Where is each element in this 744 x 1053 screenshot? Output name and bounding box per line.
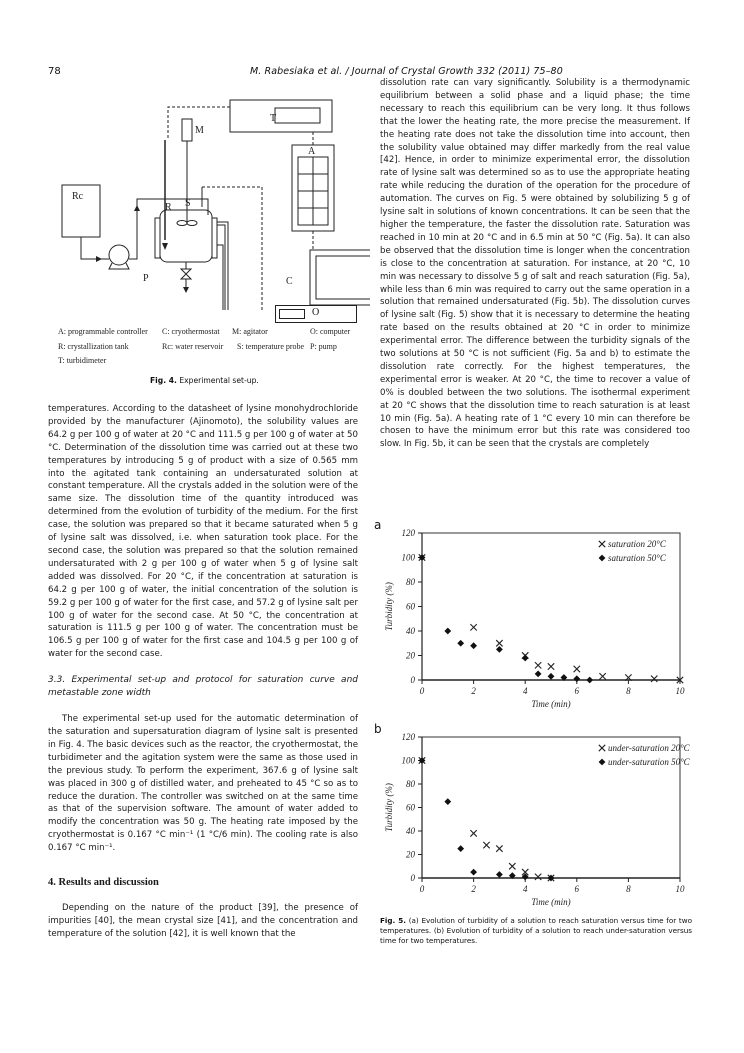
point-series-20c (470, 830, 476, 836)
turbidimeter-box (230, 100, 332, 132)
point-series-20c (470, 624, 476, 630)
agitator-box (182, 119, 192, 141)
x-axis-label: Time (min) (531, 699, 571, 709)
fig4-legend-row3: T: turbidimeter (58, 356, 107, 365)
legend-marker (599, 555, 606, 562)
label-c: C (286, 276, 293, 287)
y-axis-label: Turbidity (%) (384, 582, 394, 631)
point-series-50c (470, 642, 477, 649)
left-column (48, 403, 358, 941)
label-m: M (195, 125, 204, 136)
legend-label: saturation 50°C (608, 553, 666, 563)
point-series-20c (496, 640, 502, 646)
x-tick-label: 4 (522, 686, 528, 696)
reactor-vessel (160, 210, 212, 262)
legend-label: under-saturation 50°C (608, 757, 690, 767)
panel-letter: b (374, 722, 382, 736)
label-rc: Rc (72, 191, 84, 202)
right-para-1: dissolution rate can vary significantly. Solubility is a thermodynamic equilibrium between a solid phase and a liquid phase; the time necessary to reach this equilibrium can be very long. It thus follows that the lower the heating rate, the more precise the measurement. If the heating rate does not take the dissolution time into account, then the solubility value obtained may differ markedly from the real value [42]. Hence, in order to minimize experimental error, the dissolution rate of lysine salt was determined so as to use the appropriate heating rate while reducing the duration of the operation for the procedure of automation. The curves on Fig. 5 were obtained by solubilizing 5 g of lysine salt in solutions of known concentrations. It can be seen that the higher the temperature, the faster the dissolution rate. Saturation was reached in 10 min at 20 °C and in 6.5 min at 50 °C (Fig. 5a). It can also be observed that the dissolution time is longer when the concentration is close to the concentration at saturation. For instance, at 20 °C, 10 min was necessary to dissolve 5 g of salt and reach saturation (Fig. 5a), while less than 6 min was required to carry out the same operation in a solution that remained undersaturated (Fig. 5b). The dissolution curves of lysine salt (Fig. 5) show that it is necessary to determine the heating rate based on the results obtained at 20 °C in order to minimize experimental error. The difference between the turbidity signals of the two solutions at 50 °C is not sufficient (Fig. 5a and b) to estimate the dissolution rate correctly. For the highest temperatures, the experimental error is weaker. At 20 °C, the time to recover a value of 0% is doubled between the two solutions. The isothermal experiment at 20 °C shows that the dissolution time to reach saturation is at least 10 min (Fig. 5a). A heating rate of 1 °C every 10 min can therefore be chosen to have the minimum error but this rate was considered too slow. In Fig. 5b, it can be seen that the crystals are completely (380, 78, 690, 450)
computer-monitor (310, 250, 370, 305)
point-series-50c (573, 675, 580, 682)
section-3-3-heading: 3.3. Experimental set-up and protocol for saturation curve and metastable zone width (48, 675, 358, 699)
y-tick-label: 60 (406, 601, 415, 612)
running-head: M. Rabesiaka et al. / Journal of Crystal Growth 332 (2011) 75–80 (250, 66, 563, 77)
fig4-legend-row1: A: programmable controller C: cryothermostat M: agitator O: computer (58, 327, 351, 336)
point-series-20c (651, 676, 657, 682)
point-series-50c (444, 798, 451, 805)
left-para-3: Depending on the nature of the product [39], the presence of impurities [40], the mean crystal size [41], and the concentration and temperature of the solution [42], it is well known that the (48, 903, 358, 939)
x-tick-label: 2 (471, 884, 476, 894)
chart-b (370, 718, 700, 913)
figure4-diagram (40, 85, 370, 310)
panel-letter: a (374, 518, 382, 532)
y-tick-label: 80 (406, 779, 415, 789)
x-tick-label: 10 (675, 686, 685, 696)
label-p: P (143, 273, 149, 284)
fig5-caption: Fig. 5. (a) Evolution of turbidity of a solution to reach saturation versus time for two temperatures. (b) Evolution of turbidity of a solution to reach under-saturation versus time for two temperatures. (380, 916, 693, 945)
x-tick-label: 6 (574, 686, 580, 696)
label-s: S (185, 198, 191, 209)
turbidimeter-display (275, 108, 320, 123)
right-column (380, 77, 690, 451)
point-series-20c (535, 874, 541, 880)
x-tick-label: 0 (419, 884, 425, 894)
x-tick-label: 6 (574, 884, 580, 894)
x-tick-label: 4 (522, 884, 528, 894)
point-series-50c (522, 655, 529, 662)
y-tick-label: 120 (401, 732, 415, 742)
section-4-heading: 4. Results and discussion (48, 877, 159, 889)
point-series-50c (470, 869, 477, 876)
label-t: T (270, 113, 277, 124)
point-series-20c (548, 663, 554, 669)
y-tick-label: 0 (410, 675, 415, 685)
chart-a (370, 515, 700, 715)
point-series-50c (444, 628, 451, 635)
legend-marker (599, 759, 606, 766)
y-tick-label: 80 (406, 577, 415, 587)
y-tick-label: 20 (406, 650, 415, 661)
legend-label: saturation 20°C (608, 539, 666, 549)
computer-drive (279, 309, 305, 319)
y-tick-label: 120 (401, 528, 415, 538)
point-series-20c (535, 662, 541, 668)
left-para-1: temperatures. According to the datasheet of lysine monohydrochloride provided by the manufacturer (Ajinomoto), the solubility values are 64.2 g per 100 g of water at 20 °C and 111.5 g per 100 g of water at 50 °C. Determination of the dissolution time was carried out at these two temperatures by introducing 5 g of product with a size of 0.565 mm into the agitated tank containing an undersaturated solution at constant temperature. All the crystals added in the solution were of the same size. The dissolution time of the quantity introduced was determined from the evolution of turbidity of the medium. For the first case, the solution was prepared so that it became saturated when 5 g of lysine salt was dissolved, i.e. when saturation took place. For the second case, the solution was prepared so that the solution remained undersaturated with 2 g per 100 g of water when 5 g of lysine salt added was dissolved. For 20 °C, if the concentration at saturation is 64.2 g per 100 g of water, the initial concentration of the solution is 59.2 g per 100 g of water for the first case, and 57.2 g of lysine salt per 100 g of water for the second case. At 50 °C, the concentration at saturation is 111.5 g per 100 g of water. The concentration must be 106.5 g per 100 g of water for the first case and 104.5 g per 100 g of water for the second case. (48, 404, 358, 660)
x-tick-label: 8 (626, 884, 631, 894)
point-series-20c (574, 666, 580, 672)
y-tick-label: 40 (406, 826, 415, 836)
legend-marker (599, 541, 605, 547)
y-tick-label: 20 (406, 849, 415, 860)
x-tick-label: 10 (675, 884, 685, 894)
legend-label: under-saturation 20°C (608, 743, 690, 753)
point-series-50c (457, 640, 464, 647)
point-series-20c (599, 673, 605, 679)
y-tick-label: 40 (406, 626, 415, 636)
point-series-50c (457, 845, 464, 852)
point-series-50c (496, 646, 503, 653)
x-tick-label: 0 (419, 686, 425, 696)
point-series-50c (586, 677, 593, 684)
y-tick-label: 100 (401, 552, 415, 563)
computer-base (275, 305, 357, 323)
x-tick-label: 2 (471, 686, 476, 696)
point-series-50c (535, 670, 542, 677)
y-tick-label: 100 (401, 755, 415, 766)
label-r: R (165, 202, 172, 213)
page-number: 78 (48, 66, 61, 77)
point-series-50c (496, 871, 503, 878)
y-tick-label: 60 (406, 802, 415, 813)
legend-marker (599, 745, 605, 751)
point-series-20c (496, 845, 502, 851)
label-o: O (312, 307, 320, 318)
y-tick-label: 0 (410, 873, 415, 883)
y-axis-label: Turbidity (%) (384, 783, 394, 832)
label-a: A (308, 146, 316, 157)
x-axis-label: Time (min) (531, 897, 571, 907)
point-series-50c (548, 673, 555, 680)
left-para-2: The experimental set-up used for the automatic determination of the saturation and supersaturation diagram of lysine salt is presented in Fig. 4. The basic devices such as the reactor, the cryothermostat, the turbidimeter and the agitation system were the same as those used in the previous study. To perform the experiment, 367.6 g of lysine salt was placed in 300 g of distilled water, and preheated to 45 °C so as to reduce the duration. The controller was switched on at the same time as that of the supervision software. The amount of water added to modify the concentration was 50 g. The heating rate imposed by the cryothermostat is 0.167 °C min⁻¹ (1 °C/6 min). The cooling rate is also 0.167 °C min⁻¹. (48, 714, 358, 854)
x-tick-label: 8 (626, 686, 631, 696)
fig4-caption: Fig. 4. Experimental set-up. (150, 376, 259, 385)
fig4-legend-row2: R: crystallization tank Rc: water reservoir S: temperature probe P: pump (58, 342, 337, 351)
point-series-20c (509, 863, 515, 869)
point-series-20c (483, 842, 489, 848)
pump-circle (109, 245, 129, 265)
